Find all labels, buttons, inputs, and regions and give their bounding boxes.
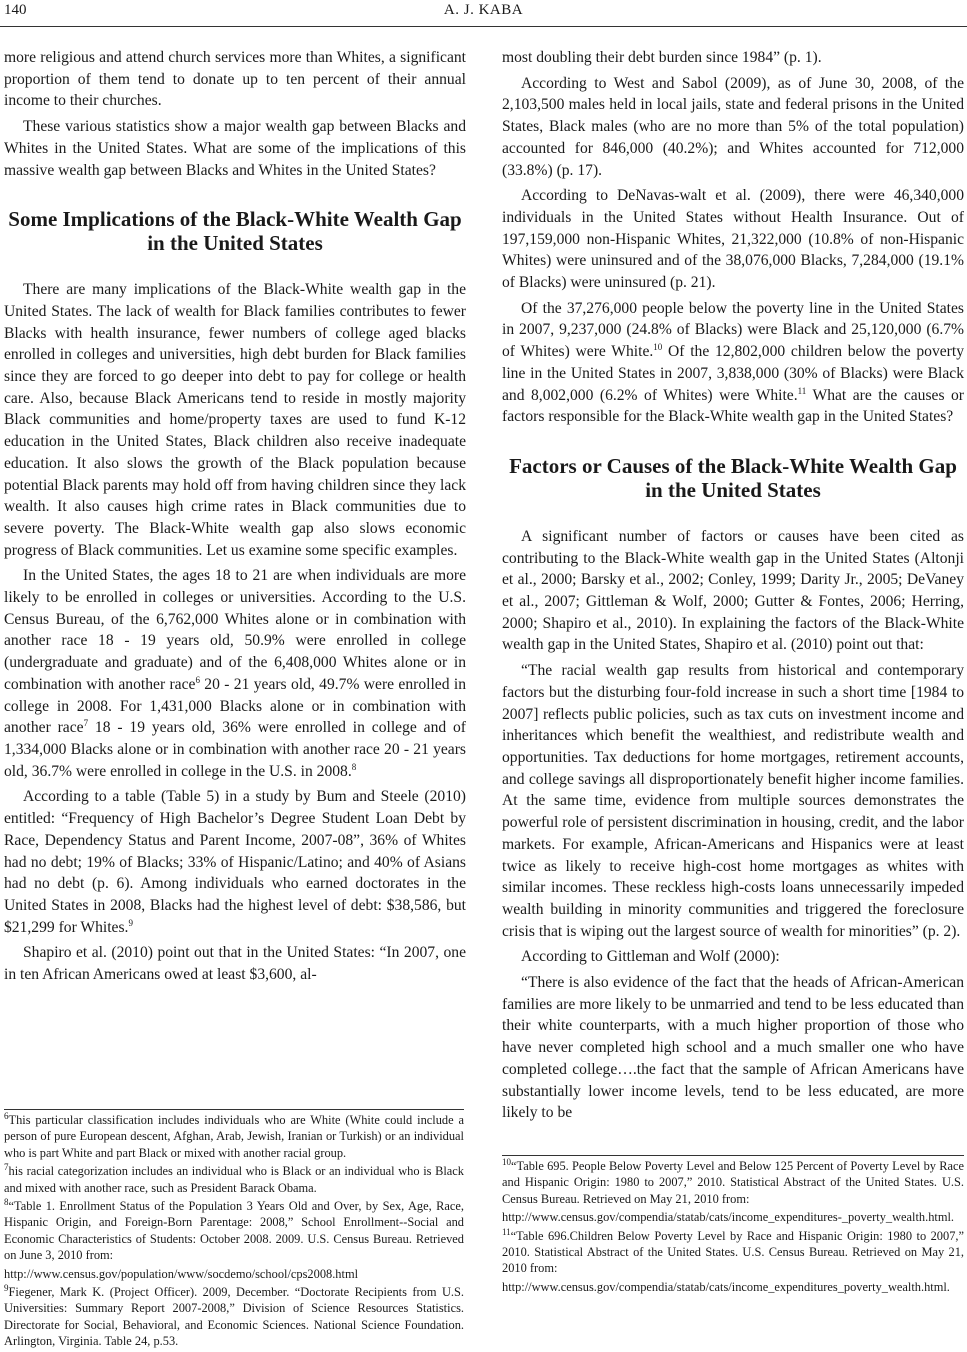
- footnote: [4, 1284, 464, 1350]
- footnote-number: 11: [502, 1226, 511, 1237]
- footnote-url[interactable]: http://www.census.gov/compendia/statab/cats/income_expenditures-_poverty_wealth.html.: [502, 1210, 955, 1225]
- paragraph: most doubling their debt burden since 1984” (p. 1).: [502, 49, 822, 66]
- footnote-text: Fiegener, Mark K. (Project Officer). 2009, December. “Doctorate Recipients from U.S. Universities: Summary Report 2007-2008,” Division of Science Resources Statistics. Directorate for Social, Behavioral, and Economic Sciences. National Science Foundation. Arlington, Virginia. Table 24, p.53.: [4, 1285, 464, 1349]
- text-run: According to a table (Table 5) in a study by Bum and Steele (2010) entitled: “Frequency of High Bachelor’s Degree Student Loan Debt by Race, Dependency Status and Parent Income, 2007-08”, 36% of Whites had no debt; 19% of Blacks; 33% of Hispanic/Latino; and 40% of Asians had no debt (p. 6). Among individuals who earned doctorates in the United States in 2008, Blacks had the highest level of debt: $38,586, but $21,299 for Whites.: [4, 788, 466, 936]
- paragraph: A significant number of factors or causes have been cited as contributing to the Black-White wealth gap in the United States (Altonji et al., 2000; Barsky et al., 2002; Conley, 1999; Darity Jr., 2005; DeVaney et al., 2007; Gittleman & Wolf, 2000; Gutter & Fontes, 2006; Herring, 2000; Shapiro et al., 2010). In explaining the factors of the Black-White wealth gap in the United States, Shapiro et al. (2010) point out that:: [502, 527, 964, 654]
- paragraph: According to DeNavas-walt et al. (2009), there were 46,340,000 individuals in the United States without Health Insurance. Out of 197,159,000 non-Hispanic Whites, 21,322,000 (10.8% of non-Hispanic Whites) were uninsured and of the 38,076,000 Blacks, 7,284,000 (19.1% of Blacks) were uninsured (p. 21).: [502, 187, 964, 292]
- footnote-number: 6: [4, 1110, 9, 1121]
- block-quote: “There is also evidence of the fact that the heads of African-American families are more likely to be unmarried and tend to be less educated than their white counterparts, with a much higher proportion of those who have never completed high school and a much smaller one who have completed college….the fact that the sample of African Americans have substantially lower income levels, tend to be less educated, are more likely to be: [502, 974, 964, 1122]
- footnote-number: 8: [4, 1196, 9, 1207]
- paragraph: [4, 565, 466, 782]
- text-run: 18 - 19 years old, 36% were enrolled in college and of 1,334,000 Blacks alone or in combination with another race 20 - 21 years old, 36.7% were enrolled in college in the U.S. in 2008.: [4, 719, 467, 780]
- footnote-text: “Table 695. People Below Poverty Level and Below 125 Percent of Poverty Level by Race and Hispanic Origin: 1980 to 2007,” 2010. Statistical Abstract of the United States. U.S. Census Bureau. Retrieved on May 21, 2010 from:: [502, 1159, 964, 1206]
- section-heading: Factors or Causes of the Black-White Wealth Gap in the United States: [509, 453, 957, 502]
- right-column: [502, 47, 964, 1128]
- paragraph: more religious and attend church services more than Whites, a significant proportion of them tend to donate up to ten percent of their annual income to their churches.: [4, 49, 466, 110]
- section-heading: Some Implications of the Black-White Wealth Gap in the United States: [8, 207, 462, 256]
- paragraph: According to West and Sabol (2009), as of June 30, 2008, of the 2,103,500 males held in local jails, state and federal prisons in the United States, Black males (who are no more than 5% of the total population) accounted for 846,000 (40.2%); and Whites accounted for 712,000 (33.8%) (p. 17).: [502, 74, 964, 179]
- footnote-url[interactable]: http://www.census.gov/population/www/socdemo/school/cps2008.html: [4, 1266, 359, 1281]
- footnote: [502, 1158, 964, 1207]
- paragraph: There are many implications of the Black-White wealth gap in the United States. The lack of wealth for Black families contributes to fewer Blacks with health insurance, fewer numbers of college aged blacks enrolled in colleges and universities, high debt burden for Black families since they are forced to go deeper into debt to pay for college or health care. Also, because Black Americans tend to reside in mostly majority Black communities and home/property taxes are used to fund K-12 education in the United States, Black children also receive inadequate education. It also slows the growth of the Black population because potential Black parents may hold off from having children since they lack wealth. It also causes high crime rates in Black communities due to severe poverty. The Black-White wealth gap also slows economic progress of Black communities. Let us examine some specific examples.: [4, 281, 466, 559]
- paragraph: [502, 298, 964, 428]
- text-run: 20 - 21 years old, 49.7% were enrolled in college in 2008. For 1,431,000 Blacks alone or in combination with another race: [4, 675, 466, 737]
- paragraph: According to Gittleman and Wolf (2000):: [521, 948, 780, 966]
- footnote: [4, 1163, 464, 1196]
- footnotes-right: [502, 1155, 964, 1297]
- footnote: [4, 1112, 464, 1161]
- paragraph: [4, 786, 466, 938]
- footnote: [4, 1198, 464, 1264]
- footnote-ref: 10: [653, 341, 663, 352]
- paragraph: These various statistics show a major wealth gap between Blacks and Whites in the United States. What are some of the implications of this massive wealth gap between Blacks and Whites in the United States?: [4, 118, 466, 179]
- footnote-ref: 6: [195, 674, 200, 685]
- left-column: [4, 47, 466, 990]
- footnote-number: 10: [502, 1156, 511, 1167]
- text-run: Of the 37,276,000 people below the poverty line in the United States in 2007, 9,237,000 (24.8% of Blacks) were Black and 25,120,000 (6.7% of Whites) were White.: [502, 299, 964, 361]
- footnote-text: his racial categorization includes an individual who is Black or an individual who is Black and mixed with another race, such as President Barack Obama.: [4, 1164, 464, 1195]
- text-run: Of the 12,802,000 children below the poverty line in the United States in 2007, 3,838,000 (30% of Blacks) were Black and 8,002,000 (6.2% of Whites) were White.: [502, 343, 964, 404]
- block-quote: “The racial wealth gap results from historical and contemporary factors but the disturbing four-fold increase in such a short time [1984 to 2007] reflects public policies, such as tax cuts on investment income and inheritances which benefit the wealthiest, and redistribute wealth and opportunities. Tax deductions for home mortgages, retirement accounts, and college savings all disproportionately benefit higher income families. At the same time, evidence from multiple sources demonstrates the powerful role of persistent discrimination in housing, credit, and the labor markets. For example, African-Americans and Hispanics were at least twice as likely to receive high-cost home mortgages as whites with similar incomes. These reckless high-costs loans unnecessarily impeded wealth building in minority communities and triggered the foreclosure crisis that is wiping out the largest source of wealth for minorities” (p. 2).: [502, 662, 964, 940]
- footnote-ref: 11: [797, 385, 807, 396]
- page-number: 140: [4, 2, 27, 18]
- footnote-text: “Table 1. Enrollment Status of the Population 3 Years Old and Over, by Sex, Age, Race, Hispanic Origin, and Foreign-Born Parentage: 2008,” School Enrollment--Social and Economic Characteristics of Students: October 2008. 2009. U.S. Census Bureau. Retrieved on June 3, 2010 from:: [4, 1199, 464, 1263]
- footnote-url[interactable]: http://www.census.gov/compendia/statab/cats/income_expenditures_poverty_wealth.html.: [502, 1279, 950, 1294]
- footnote-text: “Table 696.Children Below Poverty Level by Race and Hispanic Origin: 1980 to 2007,” 2010. Statistical Abstract of the United States. U.S. Census Bureau. Retrieved on May 21, 2010 from:: [502, 1228, 964, 1276]
- footnote-ref: 8: [351, 761, 357, 772]
- text-run: In the United States, the ages 18 to 21 are when individuals are more likely to be enrolled in colleges or universities. According to the U.S. Census Bureau, of the 6,762,000 Whites alone or in combination with another race 18 - 19 years old, 50.9% were enrolled in college (undergraduate and graduate) and of the 6,408,000 Whites alone or in combination with another race: [4, 567, 466, 693]
- running-author: A. J. KABA: [443, 2, 524, 18]
- footnote-text: This particular classification includes individuals who are White (White could include a person of pure European descent, Afghan, Arab, Jewish, Iranian or Turkish) or an individual who is part White and part Black or mixed with another racial group.: [4, 1113, 464, 1160]
- footnote: [502, 1228, 964, 1277]
- paragraph: Shapiro et al. (2010) point out that in the United States: “In 2007, one in ten African Americans owed at least $3,600, al-: [4, 944, 466, 984]
- footnote-ref: 9: [128, 917, 133, 928]
- text-run: What are the causes or factors responsible for the Black-White wealth gap in the United States?: [502, 386, 964, 426]
- footnote-number: 7: [4, 1162, 9, 1173]
- footnotes-left: [4, 1109, 464, 1352]
- footnote-ref: 7: [83, 718, 89, 729]
- running-header: [0, 0, 967, 27]
- footnote-number: 9: [4, 1282, 9, 1293]
